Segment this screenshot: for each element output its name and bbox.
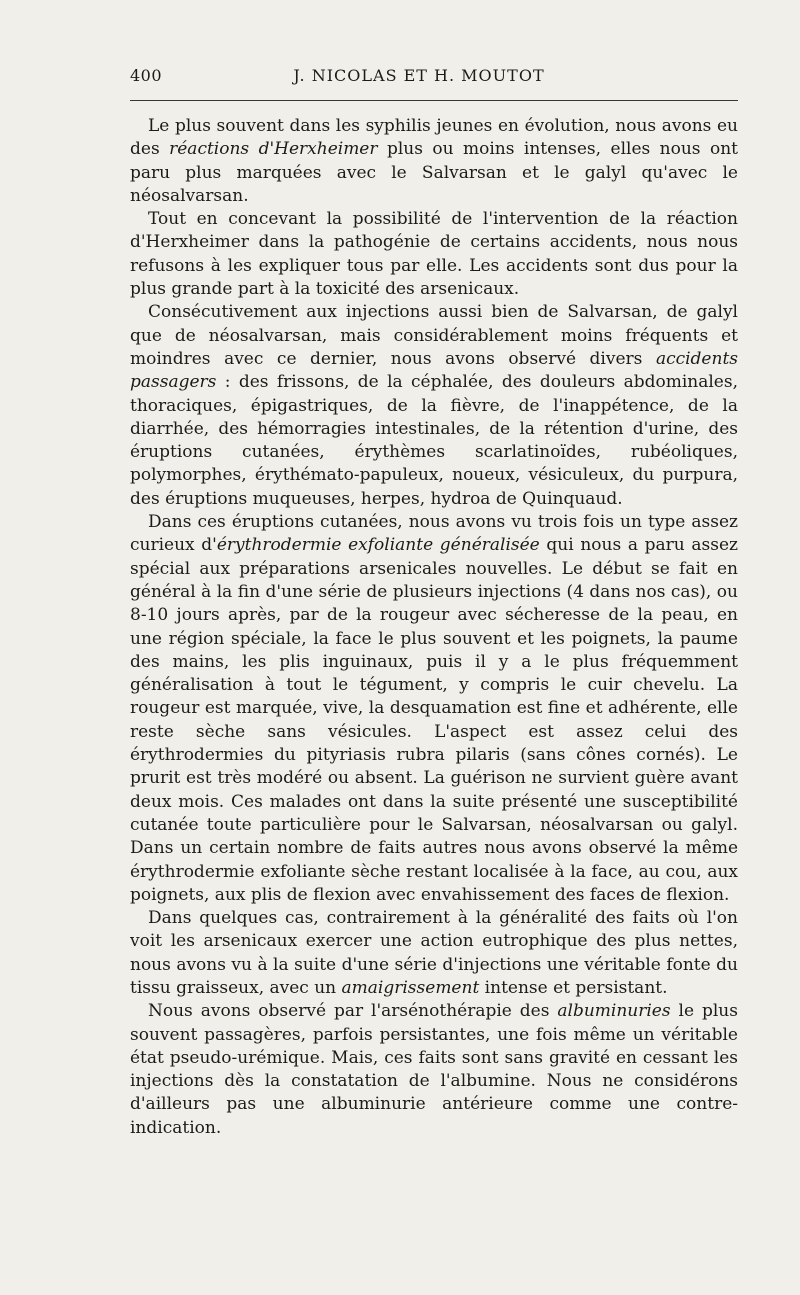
italic-term: albuminuries (557, 1001, 671, 1022)
paragraph-3: Consécutivement aux injections aussi bien de Salvarsan, de galyl que de néosalvarsan, mais considérablement moins fréquents et moindres avec ce dernier, nous avons observé divers accidents passagers : des frissons, de la céphalée, des douleurs abdominales, thoraciques, épigastriques, de la fièvre, de l'inappétence, de la diarrhée, des hémorragies intestinales, de la rétention d'urine, des éruptions cutanées, érythèmes scarlatinoïdes, rubéoliques, polymorphes, érythémato-papuleux, noueux, vésiculeux, du purpura, des éruptions muqueuses, herpes, hydroa de Quinquaud. (130, 302, 738, 509)
page-header (130, 66, 738, 92)
italic-term: érythrodermie exfoliante généralisée (216, 535, 540, 556)
running-title: J. NICOLAS ET H. MOUTOT (293, 66, 545, 85)
italic-term: amaigrissement (341, 977, 480, 998)
paragraph-6: Nous avons observé par l'arsénothérapie des albuminuries le plus souvent passagères, parfois persistantes, une fois même un véritable état pseudo-urémique. Mais, ces faits sont sans gravité en cessant les injections dès la constatation de l'albumine. Nous ne considérons d'ailleurs pas une albuminurie antérieure comme une contre-indication. (130, 1001, 738, 1138)
page-number: 400 (130, 66, 163, 85)
paragraph-2: Tout en concevant la possibilité de l'intervention de la réaction d'Herxheimer dans la pathogénie de certains accidents, nous nous refusons à les expliquer tous par elle. Les accidents sont dus pour la plus grande part à la toxicité des arsenicaux. (130, 209, 738, 300)
paragraph-4: Dans ces éruptions cutanées, nous avons vu trois fois un type assez curieux d'érythrodermie exfoliante généralisée qui nous a paru assez spécial aux préparations arsenicales nouvelles. Le début se fait en général à la fin d'une série de plusieurs injections (4 dans nos cas), ou 8-10 jours après, par de la rougeur avec sécheresse de la peau, en une région spéciale, la face le plus souvent et les poignets, la paume des mains, les plis inguinaux, puis il y a le plus fréquemment généralisation à tout le tégument, y compris le cuir chevelu. La rougeur est marquée, vive, la desquamation est fine et adhérente, elle reste sèche sans vésicules. L'aspect est assez celui des érythrodermies du pityriasis rubra pilaris (sans cônes cornés). Le prurit est très modéré ou absent. La guérison ne survient guère avant deux mois. Ces malades ont dans la suite présenté une susceptibilité cutanée toute particulière pour le Salvarsan, néosalvarsan ou galyl. Dans un certain nombre de faits autres nous avons observé la même érythrodermie exfoliante sèche restant localisée à la face, au cou, aux poignets, aux plis de flexion avec envahissement des faces de flexion. (130, 512, 738, 905)
paragraph-1: Le plus souvent dans les syphilis jeunes en évolution, nous avons eu des réactions d'Herxheimer plus ou moins intenses, elles nous ont paru plus marquées avec le Salvarsan et le galyl qu'avec le néosalvarsan. (130, 116, 738, 206)
body-text (130, 115, 738, 1140)
header-rule (130, 100, 738, 101)
paragraph-5: Dans quelques cas, contrairement à la généralité des faits où l'on voit les arsenicaux exercer une action eutrophique des plus nettes, nous avons vu à la suite d'une série d'injections une véritable fonte du tissu graisseux, avec un amaigrissement intense et persistant. (130, 908, 738, 998)
book-page (130, 66, 738, 1140)
italic-term: réactions d'Herxheimer (169, 139, 378, 160)
italic-term: accidents passagers (130, 348, 738, 393)
